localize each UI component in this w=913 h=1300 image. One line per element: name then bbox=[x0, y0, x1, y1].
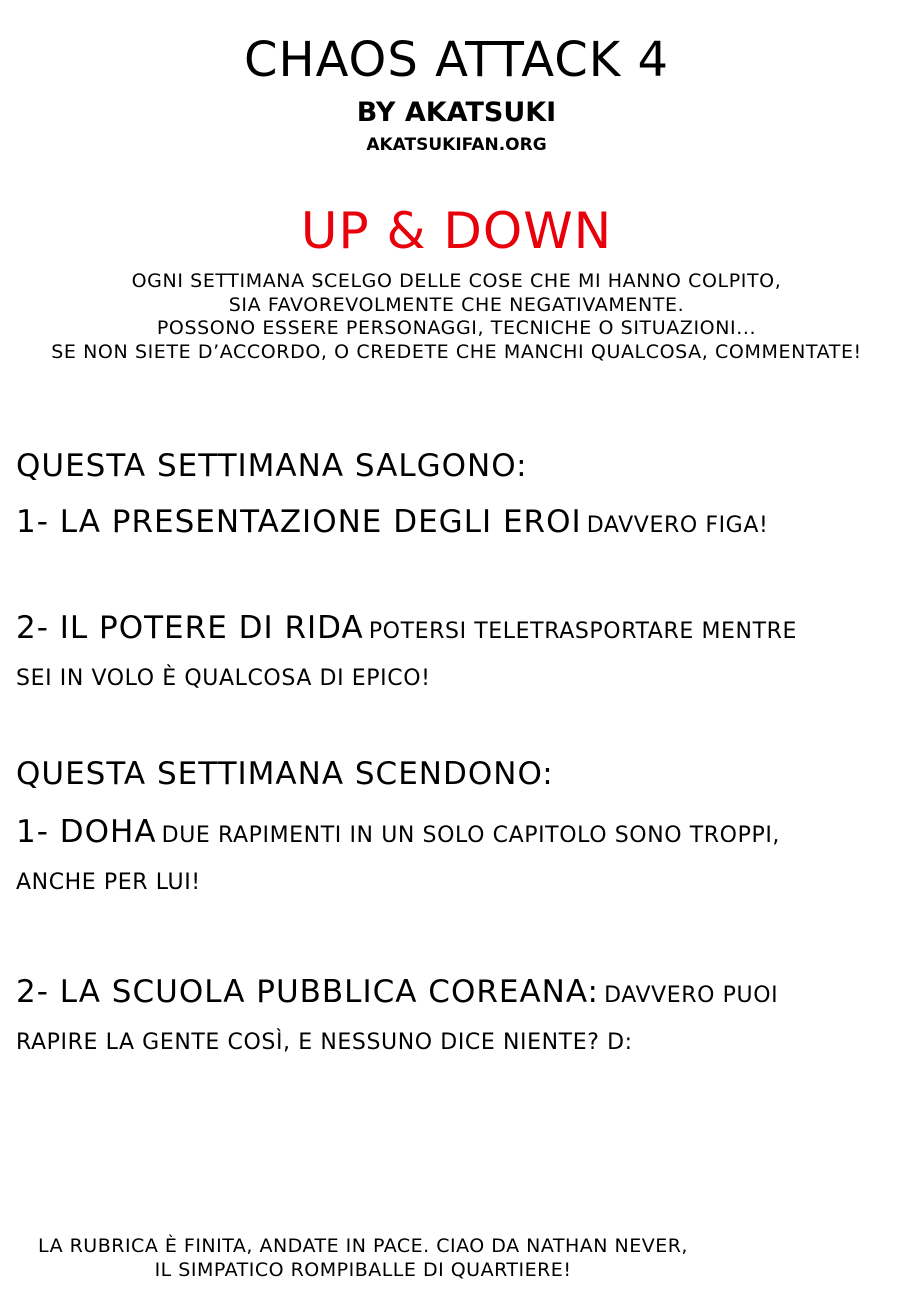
up-item-2-continuation: SEI IN VOLO È QUALCOSA DI EPICO! bbox=[16, 666, 431, 691]
up-item-1-lead: 1- LA PRESENTAZIONE DEGLI EROI bbox=[16, 504, 582, 540]
intro-line: POSSONO ESSERE PERSONAGGI, TECNICHE O SITUAZIONI... bbox=[156, 317, 757, 339]
down-item-2-continuation: RAPIRE LA GENTE COSÌ, E NESSUNO DICE NIENTE? D: bbox=[16, 1030, 633, 1055]
down-item-1-desc: DUE RAPIMENTI IN UN SOLO CAPITOLO SONO TROPPI, bbox=[161, 823, 781, 848]
up-item-2-lead: 2- IL POTERE DI RIDA bbox=[16, 610, 364, 646]
website-label: AKATSUKIFAN.ORG bbox=[366, 135, 547, 155]
footer-line: IL SIMPATICO ROMPIBALLE DI QUARTIERE! bbox=[154, 1259, 572, 1281]
down-item-2-lead: 2- LA SCUOLA PUBBLICA COREANA: bbox=[16, 974, 599, 1010]
up-item-1-desc: DAVVERO FIGA! bbox=[586, 513, 769, 538]
down-item-2-desc: DAVVERO PUOI bbox=[604, 983, 779, 1008]
up-item-1 bbox=[16, 502, 768, 547]
up-item-2-desc: POTERSI TELETRASPORTARE MENTRE bbox=[368, 619, 798, 644]
section-title: UP & DOWN bbox=[300, 202, 613, 260]
footer-signoff bbox=[18, 1234, 708, 1282]
author-byline: BY AKATSUKI bbox=[356, 97, 557, 128]
intro-line: SE NON SIETE D’ACCORDO, O CREDETE CHE MANCHI QUALCOSA, COMMENTATE! bbox=[51, 340, 862, 363]
down-item-1-lead: 1- DOHA bbox=[16, 814, 157, 850]
page-title: CHAOS ATTACK 4 bbox=[243, 32, 670, 88]
intro-paragraph bbox=[0, 270, 913, 364]
up-item-2 bbox=[16, 608, 797, 653]
footer-line: LA RUBRICA È FINITA, ANDATE IN PACE. CIAO DA NATHAN NEVER, bbox=[38, 1235, 688, 1257]
intro-line: SIA FAVOREVOLMENTE CHE NEGATIVAMENTE. bbox=[228, 293, 685, 316]
down-heading: QUESTA SETTIMANA SCENDONO: bbox=[16, 756, 554, 792]
up-heading: QUESTA SETTIMANA SALGONO: bbox=[16, 448, 528, 484]
intro-line: OGNI SETTIMANA SCELGO DELLE COSE CHE MI HANNO COLPITO, bbox=[131, 270, 782, 292]
down-item-1 bbox=[16, 812, 780, 857]
down-item-2 bbox=[16, 972, 778, 1017]
down-item-1-continuation: ANCHE PER LUI! bbox=[16, 870, 201, 895]
